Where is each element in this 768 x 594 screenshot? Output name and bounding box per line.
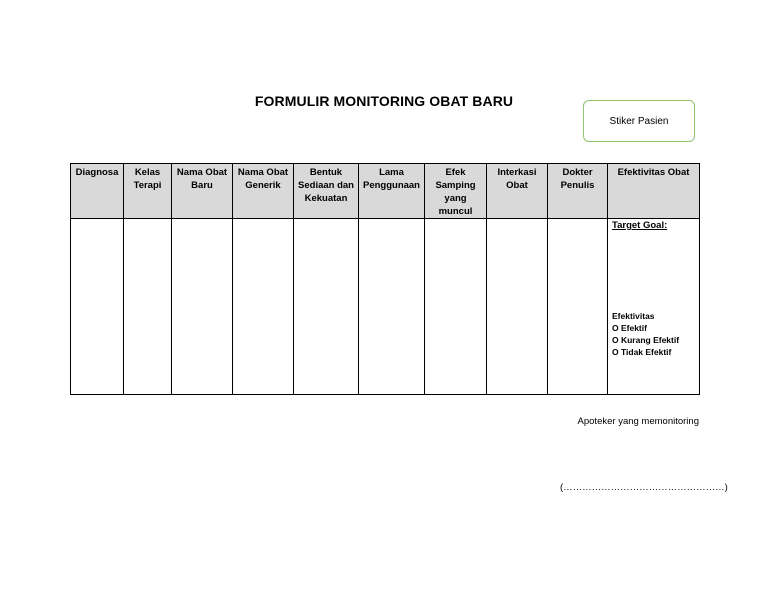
header-interaksi-obat: Interkasi Obat: [487, 164, 548, 219]
header-nama-obat-baru: Nama Obat Baru: [172, 164, 233, 219]
patient-sticker-box: [583, 100, 695, 142]
cell-nama-obat-baru[interactable]: [172, 219, 233, 395]
form-title: FORMULIR MONITORING OBAT BARU: [254, 93, 514, 109]
cell-efek-samping[interactable]: [425, 219, 487, 395]
option-kurang-efektif[interactable]: O Kurang Efektif: [612, 335, 680, 345]
header-efek-samping: Efek Samping yang muncul: [425, 164, 487, 219]
cell-efektivitas-obat[interactable]: [608, 219, 700, 395]
pharmacist-label: Apoteker yang memonitoring: [577, 416, 699, 427]
effectiveness-heading: Efektivitas: [612, 311, 655, 321]
cell-kelas-terapi[interactable]: [124, 219, 172, 395]
signature-line[interactable]: (……………………………………………): [560, 482, 728, 493]
header-dokter-penulis: Dokter Penulis: [548, 164, 608, 219]
cell-interaksi-obat[interactable]: [487, 219, 548, 395]
header-efektivitas-obat: Efektivitas Obat: [608, 164, 700, 219]
effectiveness-options: [612, 310, 679, 358]
cell-nama-obat-generik[interactable]: [233, 219, 294, 395]
option-efektif[interactable]: O Efektif: [612, 323, 647, 333]
target-goal-label: Target Goal:: [612, 220, 668, 231]
table-row: [71, 219, 700, 395]
header-diagnosa: Diagnosa: [71, 164, 124, 219]
header-kelas-terapi: Kelas Terapi: [124, 164, 172, 219]
cell-dokter-penulis[interactable]: [548, 219, 608, 395]
header-bentuk-sediaan: Bentuk Sediaan dan Kekuatan: [294, 164, 359, 219]
cell-lama-penggunaan[interactable]: [359, 219, 425, 395]
header-lama-penggunaan: Lama Penggunaan: [359, 164, 425, 219]
header-nama-obat-generik: Nama Obat Generik: [233, 164, 294, 219]
table-header-row: [71, 164, 700, 219]
monitoring-table: [70, 163, 700, 395]
patient-sticker-label: Stiker Pasien: [609, 115, 669, 127]
cell-diagnosa[interactable]: [71, 219, 124, 395]
cell-bentuk-sediaan[interactable]: [294, 219, 359, 395]
option-tidak-efektif[interactable]: O Tidak Efektif: [612, 347, 672, 357]
